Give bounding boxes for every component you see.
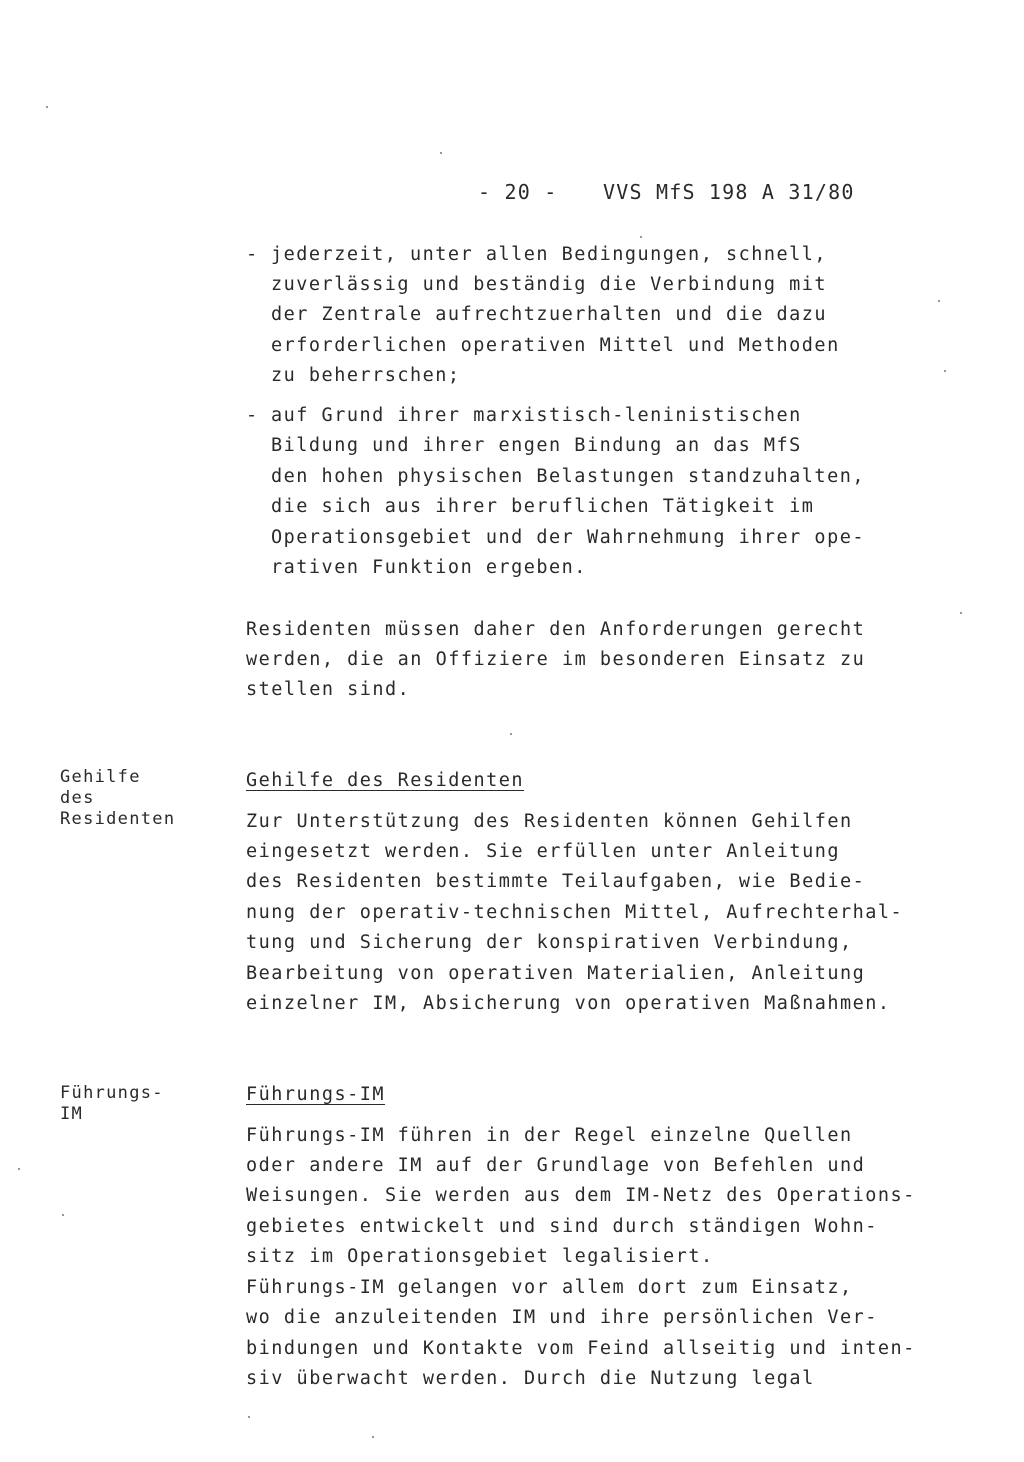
text-line: nung der operativ-technischen Mittel, Aufrechterhal- — [246, 902, 904, 923]
page-number: - 20 - — [478, 180, 558, 204]
scan-speck — [960, 612, 962, 614]
text-line: die sich aus ihrer beruflichen Tätigkeit im — [271, 496, 815, 517]
text-line: zu beherrschen; — [271, 365, 461, 386]
text-line: Weisungen. Sie werden aus dem IM-Netz des Operations- — [246, 1185, 916, 1206]
text-line: den hohen physischen Belastungen standzuhalten, — [271, 466, 865, 487]
text-line: Operationsgebiet und der Wahrnehmung ihrer ope- — [271, 527, 865, 548]
text-line: Bildung und ihrer engen Bindung an das MfS — [271, 435, 802, 456]
text-line: siv überwacht werden. Durch die Nutzung legal — [246, 1368, 815, 1389]
text-line: wo die anzuleitenden IM und ihre persönlichen Ver- — [246, 1307, 878, 1328]
text-line: erforderlichen operativen Mittel und Methoden — [271, 335, 840, 356]
text-line: tung und Sicherung der konspirativen Verbindung, — [246, 932, 853, 953]
bullet-marker: - — [246, 244, 258, 265]
text-line: Führungs-IM gelangen vor allem dort zum Einsatz, — [246, 1277, 853, 1298]
text-line: des Residenten bestimmte Teilaufgaben, wie Bedie- — [246, 871, 866, 892]
text-line: Bearbeitung von operativen Materialien, Anleitung — [246, 963, 866, 984]
text-line: oder andere IM auf der Grundlage von Befehlen und — [246, 1155, 866, 1176]
text-line: Zur Unterstützung des Residenten können Gehilfen — [246, 811, 853, 832]
margin-note: Residenten — [60, 809, 176, 829]
text-line: sitz im Operationsgebiet legalisiert. — [246, 1246, 714, 1267]
scan-speck — [372, 1436, 374, 1438]
text-line: stellen sind. — [246, 679, 411, 700]
text-line: bindungen und Kontakte vom Feind allseitig und inten- — [246, 1338, 916, 1359]
text-line: einzelner IM, Absicherung von operativen Maßnahmen. — [246, 993, 891, 1014]
text-line: Führungs-IM führen in der Regel einzelne Quellen — [246, 1125, 853, 1146]
section-heading: Gehilfe des Residenten — [246, 770, 525, 791]
margin-note: IM — [60, 1104, 84, 1124]
scan-speck — [640, 236, 642, 238]
margin-note: Gehilfe — [60, 767, 141, 787]
bullet-marker: - — [246, 405, 258, 426]
text-line: Residenten müssen daher den Anforderungen gerecht — [246, 619, 866, 640]
text-line: gebietes entwickelt und sind durch ständigen Wohn- — [246, 1216, 878, 1237]
section-heading: Führungs-IM — [246, 1084, 386, 1105]
text-line: auf Grund ihrer marxistisch-leninistischen — [271, 405, 802, 426]
scan-speck — [510, 733, 512, 735]
document-reference: VVS MfS 198 A 31/80 — [603, 180, 855, 204]
text-line: jederzeit, unter allen Bedingungen, schnell, — [271, 244, 828, 265]
scan-speck — [18, 1168, 20, 1170]
scan-speck — [440, 152, 442, 154]
scan-speck — [46, 106, 48, 108]
text-line: werden, die an Offiziere im besonderen Einsatz zu — [246, 649, 866, 670]
text-line: zuverlässig und beständig die Verbindung mit — [271, 274, 828, 295]
scan-speck — [62, 1214, 64, 1216]
margin-note: Führungs- — [60, 1083, 164, 1103]
text-line: eingesetzt werden. Sie erfüllen unter Anleitung — [246, 841, 840, 862]
scan-speck — [938, 300, 940, 302]
margin-note: des — [60, 788, 95, 808]
text-line: rativen Funktion ergeben. — [271, 557, 587, 578]
scan-speck — [944, 370, 946, 372]
text-line: der Zentrale aufrechtzuerhalten und die dazu — [271, 304, 828, 325]
scan-speck — [248, 1416, 250, 1418]
